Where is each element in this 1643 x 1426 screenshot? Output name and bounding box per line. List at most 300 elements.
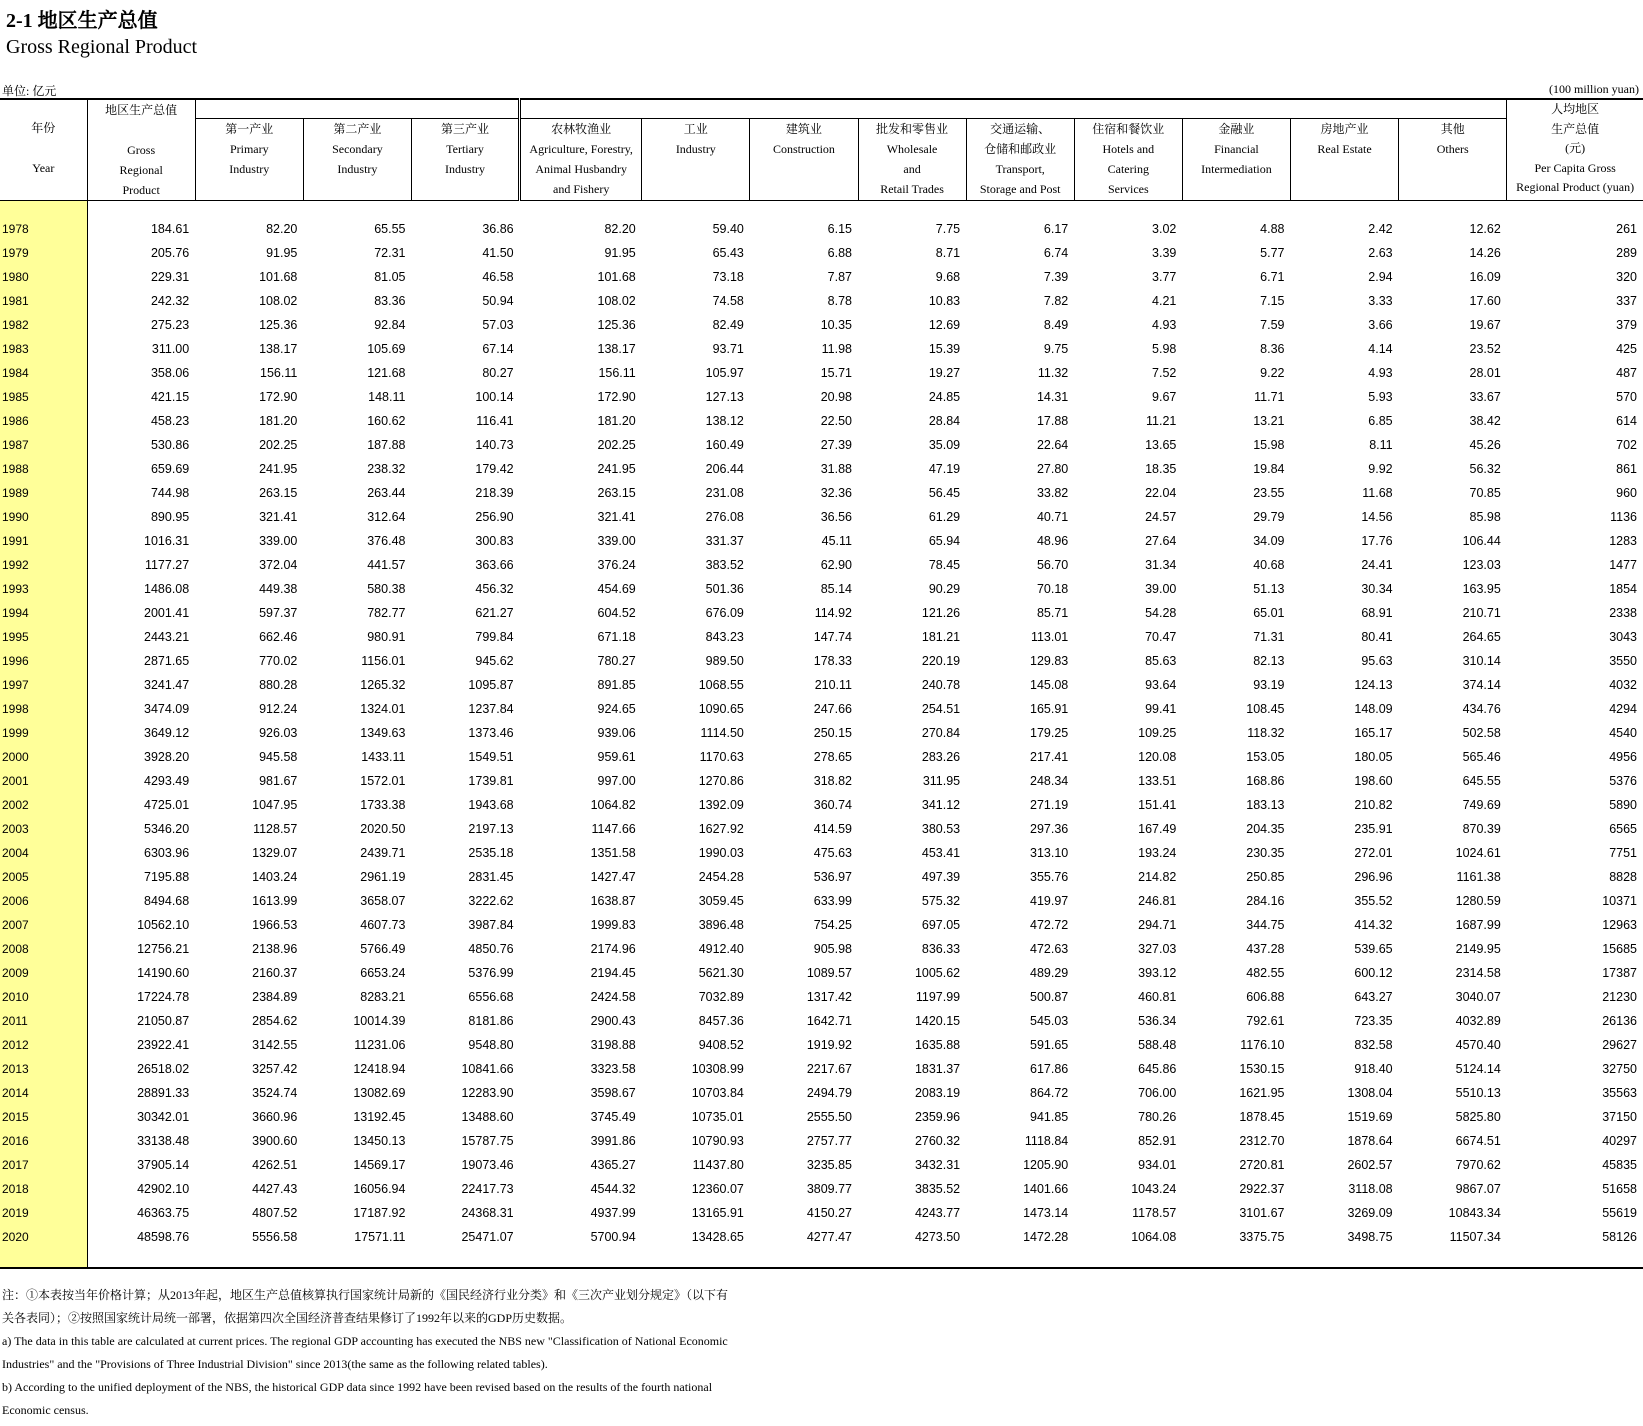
value-cell: 2443.21 — [144, 630, 190, 644]
value-cell: 360.74 — [813, 798, 852, 812]
year-cell: 2007 — [0, 913, 87, 937]
value-cell: 1016.31 — [144, 534, 190, 548]
year-cell: 2014 — [0, 1081, 87, 1105]
header-finance — [1182, 119, 1290, 201]
value-cell: 2922.37 — [1239, 1182, 1285, 1196]
table-row — [0, 649, 1643, 673]
value-cell: 294.71 — [1138, 918, 1177, 932]
value-cell: 4.93 — [1368, 366, 1393, 380]
value-cell: 3835.52 — [914, 1182, 961, 1196]
value-cell: 580.38 — [367, 582, 406, 596]
value-cell: 127.13 — [705, 390, 744, 404]
value-cell: 168.86 — [1246, 774, 1285, 788]
header-transport — [966, 119, 1074, 201]
value-cell: 242.32 — [150, 294, 190, 308]
value-cell: 8828 — [1609, 870, 1637, 884]
value-cell: 210.11 — [814, 678, 852, 692]
value-cell: 3323.58 — [590, 1062, 636, 1076]
value-cell: 341.12 — [921, 798, 961, 812]
value-cell: 9867.07 — [1455, 1182, 1501, 1196]
value-cell: 1237.84 — [468, 702, 514, 716]
value-cell: 331.37 — [705, 534, 744, 548]
value-cell: 4937.99 — [590, 1206, 636, 1220]
value-cell: 2854.62 — [252, 1014, 298, 1028]
value-cell: 591.65 — [1030, 1038, 1069, 1052]
note-line: Economic census. — [2, 1403, 89, 1417]
table-row — [0, 505, 1643, 529]
value-cell: 4912.40 — [698, 942, 744, 956]
year-cell: 1983 — [0, 337, 87, 361]
value-cell: 4850.76 — [468, 942, 514, 956]
value-cell: 3375.75 — [1239, 1230, 1285, 1244]
value-cell: 891.85 — [597, 678, 636, 692]
value-cell: 597.37 — [259, 606, 298, 620]
header-line: Industry — [675, 142, 716, 157]
value-cell: 250.85 — [1246, 870, 1285, 884]
table-row — [0, 793, 1643, 817]
value-cell: 2149.95 — [1455, 942, 1501, 956]
value-cell: 125.36 — [259, 318, 298, 332]
value-cell: 2.63 — [1368, 246, 1393, 260]
value-cell: 1176.10 — [1240, 1038, 1285, 1052]
value-cell: 643.27 — [1354, 990, 1393, 1004]
year-cell: 1978 — [0, 217, 87, 241]
value-cell: 8.49 — [1043, 318, 1069, 332]
note-line: b) According to the unified deployment of the NBS, the historical GDP data since 1992 have been revised based on the results of the fourth national — [2, 1380, 713, 1394]
value-cell: 12.62 — [1469, 222, 1501, 236]
value-cell: 51.13 — [1253, 582, 1285, 596]
value-cell: 697.05 — [921, 918, 961, 932]
value-cell: 2439.71 — [360, 846, 406, 860]
value-cell: 11507.34 — [1449, 1230, 1501, 1244]
value-cell: 4607.73 — [360, 918, 406, 932]
value-cell: 8.36 — [1260, 342, 1285, 356]
table-row — [0, 409, 1643, 433]
blank-cell — [1074, 1249, 1182, 1268]
value-cell: 32.36 — [820, 486, 852, 500]
value-cell: 10308.99 — [691, 1062, 744, 1076]
value-cell: 68.91 — [1361, 606, 1393, 620]
value-cell: 2384.89 — [252, 990, 298, 1004]
value-cell: 22.50 — [820, 414, 852, 428]
table-row — [0, 985, 1643, 1009]
value-cell: 1990.03 — [698, 846, 744, 860]
value-cell: 419.97 — [1030, 894, 1069, 908]
value-cell: 621.27 — [475, 606, 514, 620]
value-cell: 26136 — [1602, 1014, 1637, 1028]
value-cell: 1373.46 — [468, 726, 514, 740]
blank-cell — [411, 1249, 519, 1268]
value-cell: 1064.82 — [590, 798, 636, 812]
value-cell: 1349.63 — [360, 726, 406, 740]
table-row — [0, 1057, 1643, 1081]
header-line: 交通运输、 — [990, 122, 1051, 137]
value-cell: 172.90 — [597, 390, 636, 404]
header-line: 第一产业 — [225, 122, 274, 137]
value-cell: 10562.10 — [137, 918, 190, 932]
blank-cell — [966, 1249, 1074, 1268]
value-cell: 28891.33 — [137, 1086, 190, 1100]
value-cell: 310.14 — [1462, 654, 1501, 668]
value-cell: 264.65 — [1462, 630, 1501, 644]
value-cell: 2174.96 — [590, 942, 636, 956]
value-cell: 376.24 — [597, 558, 636, 572]
value-cell: 7032.89 — [698, 990, 744, 1004]
value-cell: 575.32 — [921, 894, 961, 908]
value-cell: 989.50 — [705, 654, 744, 668]
value-cell: 662.46 — [259, 630, 298, 644]
value-cell: 5.98 — [1152, 342, 1177, 356]
value-cell: 81.05 — [374, 270, 406, 284]
table-row — [0, 841, 1643, 865]
value-cell: 5.77 — [1260, 246, 1285, 260]
value-cell: 2338 — [1609, 606, 1637, 620]
value-cell: 187.88 — [367, 438, 406, 452]
blank-cell — [1399, 1249, 1507, 1268]
value-cell: 4.14 — [1368, 342, 1393, 356]
value-cell: 1549.51 — [468, 750, 514, 764]
value-cell: 3235.85 — [806, 1158, 852, 1172]
header-line: 第三产业 — [441, 122, 490, 137]
blank-cell — [642, 201, 750, 218]
value-cell: 1047.95 — [252, 798, 298, 812]
blank-cell — [858, 201, 966, 218]
value-cell: 235.91 — [1354, 822, 1393, 836]
value-cell: 101.68 — [259, 270, 298, 284]
value-cell: 12756.21 — [137, 942, 190, 956]
value-cell: 56.32 — [1469, 462, 1501, 476]
value-cell: 256.90 — [475, 510, 514, 524]
header-wholesale — [858, 119, 966, 201]
value-cell: 1621.95 — [1239, 1086, 1285, 1100]
value-cell: 539.65 — [1354, 942, 1393, 956]
value-cell: 870.39 — [1462, 822, 1501, 836]
value-cell: 905.98 — [813, 942, 852, 956]
value-cell: 40.71 — [1036, 510, 1069, 524]
value-cell: 254.51 — [921, 702, 961, 716]
value-cell: 261 — [1616, 222, 1637, 236]
value-cell: 311.00 — [151, 342, 190, 356]
value-cell: 645.55 — [1462, 774, 1501, 788]
value-cell: 1280.59 — [1455, 894, 1501, 908]
value-cell: 1128.57 — [253, 822, 298, 836]
value-cell: 83.36 — [374, 294, 406, 308]
value-cell: 24.57 — [1145, 510, 1177, 524]
value-cell: 91.95 — [604, 246, 636, 260]
value-cell: 72.31 — [374, 246, 406, 260]
value-cell: 48.96 — [1036, 534, 1069, 548]
header-line: Secondary — [332, 142, 383, 157]
value-cell: 10703.84 — [691, 1086, 744, 1100]
header-line: Tertiary — [446, 142, 484, 157]
value-cell: 29.79 — [1253, 510, 1285, 524]
value-cell: 4273.50 — [914, 1230, 961, 1244]
value-cell: 19.84 — [1253, 462, 1285, 476]
value-cell: 1178.57 — [1132, 1206, 1177, 1220]
value-cell: 5510.13 — [1455, 1086, 1501, 1100]
table-notes — [2, 1284, 728, 1422]
value-cell: 263.15 — [597, 486, 636, 500]
year-cell: 1990 — [0, 505, 87, 529]
value-cell: 62.90 — [820, 558, 852, 572]
value-cell: 6.74 — [1043, 246, 1069, 260]
value-cell: 311.95 — [922, 774, 961, 788]
value-cell: 3.33 — [1368, 294, 1393, 308]
value-cell: 7970.62 — [1455, 1158, 1501, 1172]
value-cell: 210.71 — [1462, 606, 1501, 620]
value-cell: 138.12 — [705, 414, 744, 428]
value-cell: 449.38 — [259, 582, 298, 596]
value-cell: 35.09 — [928, 438, 961, 452]
value-cell: 460.81 — [1138, 990, 1177, 1004]
value-cell: 1265.32 — [360, 678, 406, 692]
year-cell: 2017 — [0, 1153, 87, 1177]
value-cell: 204.35 — [1246, 822, 1285, 836]
header-line: 农林牧渔业 — [551, 122, 612, 137]
value-cell: 6303.96 — [144, 846, 190, 860]
value-cell: 247.66 — [813, 702, 852, 716]
value-cell: 14.26 — [1469, 246, 1501, 260]
value-cell: 13450.13 — [353, 1134, 406, 1148]
value-cell: 109.25 — [1138, 726, 1177, 740]
value-cell: 2.42 — [1368, 222, 1393, 236]
value-cell: 181.20 — [597, 414, 636, 428]
value-cell: 8457.36 — [698, 1014, 744, 1028]
value-cell: 151.41 — [1138, 798, 1177, 812]
value-cell: 129.83 — [1030, 654, 1069, 668]
value-cell: 3142.55 — [252, 1038, 298, 1052]
value-cell: 12.69 — [928, 318, 961, 332]
value-cell: 2197.13 — [468, 822, 514, 836]
value-cell: 383.52 — [705, 558, 744, 572]
header-construction — [750, 119, 858, 201]
value-cell: 24.41 — [1361, 558, 1393, 572]
value-cell: 11437.80 — [692, 1158, 744, 1172]
header-line: Animal Husbandry — [535, 162, 627, 177]
value-cell: 6565 — [1609, 822, 1637, 836]
header-line: 批发和零售业 — [876, 122, 949, 137]
value-cell: 14190.60 — [137, 966, 190, 980]
value-cell: 230.35 — [1246, 846, 1285, 860]
value-cell: 604.52 — [597, 606, 636, 620]
value-cell: 42902.10 — [137, 1182, 190, 1196]
value-cell: 337 — [1616, 294, 1637, 308]
value-cell: 85.63 — [1145, 654, 1177, 668]
value-cell: 30.34 — [1361, 582, 1393, 596]
value-cell: 59.40 — [712, 222, 744, 236]
value-cell: 659.69 — [150, 462, 190, 476]
value-cell: 2720.81 — [1239, 1158, 1285, 1172]
value-cell: 202.25 — [597, 438, 636, 452]
header-line: Per Capita Gross — [1534, 160, 1616, 175]
header-tertiary — [411, 119, 519, 201]
value-cell: 374.14 — [1462, 678, 1501, 692]
value-cell: 13.65 — [1145, 438, 1177, 452]
year-cell: 1996 — [0, 649, 87, 673]
year-cell: 2019 — [0, 1201, 87, 1225]
value-cell: 17187.92 — [353, 1206, 406, 1220]
value-cell: 2454.28 — [698, 870, 744, 884]
value-cell: 2900.43 — [590, 1014, 636, 1028]
value-cell: 482.55 — [1246, 966, 1285, 980]
value-cell: 108.45 — [1246, 702, 1285, 716]
value-cell: 4032.89 — [1455, 1014, 1501, 1028]
value-cell: 1486.08 — [144, 582, 190, 596]
value-cell: 56.45 — [928, 486, 961, 500]
value-cell: 37905.14 — [137, 1158, 190, 1172]
value-cell: 861 — [1616, 462, 1637, 476]
value-cell: 1283 — [1609, 534, 1637, 548]
value-cell: 456.32 — [475, 582, 514, 596]
value-cell: 3040.07 — [1455, 990, 1501, 1004]
value-cell: 8.11 — [1369, 438, 1393, 452]
value-cell: 50.94 — [482, 294, 514, 308]
value-cell: 2160.37 — [252, 966, 298, 980]
header-line: (元) — [1565, 141, 1586, 155]
value-cell: 7.87 — [827, 270, 852, 284]
value-cell: 4427.43 — [252, 1182, 298, 1196]
table-row — [0, 721, 1643, 745]
year-cell: 1992 — [0, 553, 87, 577]
header-line: Transport, — [995, 162, 1045, 177]
value-cell: 4540 — [1609, 726, 1637, 740]
value-cell: 165.91 — [1030, 702, 1069, 716]
header-line: Industry — [229, 162, 270, 177]
header-line — [89, 120, 194, 140]
value-cell: 11.71 — [1254, 390, 1285, 404]
blank-cell — [1182, 1249, 1290, 1268]
value-cell: 12360.07 — [691, 1182, 744, 1196]
value-cell: 780.26 — [1138, 1110, 1177, 1124]
value-cell: 2.94 — [1368, 270, 1393, 284]
value-cell: 13.21 — [1253, 414, 1285, 428]
value-cell: 202.25 — [259, 438, 298, 452]
value-cell: 7195.88 — [144, 870, 190, 884]
value-cell: 284.16 — [1246, 894, 1285, 908]
value-cell: 18.35 — [1145, 462, 1177, 476]
value-cell: 10014.39 — [353, 1014, 406, 1028]
unit-label-en: (100 million yuan) — [1549, 82, 1639, 96]
value-cell: 15787.75 — [461, 1134, 514, 1148]
value-cell: 924.65 — [597, 702, 636, 716]
value-cell: 65.94 — [928, 534, 961, 548]
value-cell: 926.03 — [259, 726, 298, 740]
value-cell: 843.23 — [705, 630, 744, 644]
header-group-sectors — [520, 99, 1507, 119]
value-cell: 241.95 — [597, 462, 636, 476]
header-hotels — [1074, 119, 1182, 201]
value-cell: 220.19 — [921, 654, 961, 668]
table-row — [0, 769, 1643, 793]
value-cell: 24368.31 — [461, 1206, 514, 1220]
table-row — [0, 673, 1643, 697]
blank-cell — [642, 1249, 750, 1268]
blank-cell — [1507, 1249, 1643, 1268]
value-cell: 3649.12 — [144, 726, 190, 740]
value-cell: 1024.61 — [1455, 846, 1501, 860]
value-cell: 454.69 — [597, 582, 636, 596]
value-cell: 832.58 — [1354, 1038, 1393, 1052]
value-cell: 4.21 — [1152, 294, 1177, 308]
year-cell: 2011 — [0, 1009, 87, 1033]
table-row — [0, 265, 1643, 289]
value-cell: 26518.02 — [137, 1062, 190, 1076]
value-cell: 82.49 — [712, 318, 744, 332]
year-cell: 1993 — [0, 577, 87, 601]
value-cell: 218.39 — [475, 486, 514, 500]
value-cell: 263.44 — [367, 486, 406, 500]
value-cell: 8283.21 — [360, 990, 406, 1004]
value-cell: 4.93 — [1152, 318, 1177, 332]
value-cell: 4544.32 — [590, 1182, 636, 1196]
value-cell: 12418.94 — [353, 1062, 406, 1076]
value-cell: 61.29 — [928, 510, 961, 524]
year-cell: 1987 — [0, 433, 87, 457]
value-cell: 1308.04 — [1347, 1086, 1393, 1100]
header-line: Regional Product (yuan) — [1516, 180, 1635, 194]
value-cell: 163.95 — [1462, 582, 1501, 596]
value-cell: 339.00 — [597, 534, 636, 548]
value-cell: 101.68 — [597, 270, 636, 284]
value-cell: 71.31 — [1253, 630, 1285, 644]
value-cell: 17.60 — [1469, 294, 1501, 308]
value-cell: 6653.24 — [360, 966, 406, 980]
value-cell: 27.80 — [1036, 462, 1069, 476]
value-cell: 82.20 — [604, 222, 636, 236]
year-cell: 1989 — [0, 481, 87, 505]
header-others — [1399, 119, 1507, 201]
value-cell: 980.91 — [367, 630, 406, 644]
table-row — [0, 1225, 1643, 1249]
value-cell: 321.41 — [597, 510, 636, 524]
value-cell: 8.78 — [827, 294, 852, 308]
note-line: Industries" and the "Provisions of Three Industrial Division" since 2013(the same as the following related tables). — [2, 1357, 548, 1371]
header-line: 生产总值 — [1551, 121, 1600, 136]
value-cell: 13428.65 — [691, 1230, 744, 1244]
value-cell: 1966.53 — [252, 918, 298, 932]
header-line: 年份 — [31, 121, 56, 135]
value-cell: 238.32 — [367, 462, 406, 476]
value-cell: 4150.27 — [806, 1206, 852, 1220]
value-cell: 3658.07 — [360, 894, 406, 908]
value-cell: 181.21 — [921, 630, 961, 644]
value-cell: 24.85 — [928, 390, 961, 404]
value-cell: 1733.38 — [360, 798, 406, 812]
value-cell: 437.28 — [1246, 942, 1285, 956]
value-cell: 1433.11 — [361, 750, 406, 764]
year-cell: 2003 — [0, 817, 87, 841]
value-cell: 489.29 — [1030, 966, 1069, 980]
value-cell: 1270.86 — [698, 774, 744, 788]
value-cell: 167.49 — [1138, 822, 1177, 836]
header-line: Product — [122, 183, 160, 197]
value-cell: 1043.24 — [1131, 1182, 1177, 1196]
value-cell: 13488.60 — [461, 1110, 514, 1124]
value-cell: 99.41 — [1145, 702, 1177, 716]
value-cell: 14569.17 — [353, 1158, 406, 1172]
value-cell: 11231.06 — [354, 1038, 406, 1052]
blank-cell — [303, 201, 411, 218]
value-cell: 23.55 — [1253, 486, 1285, 500]
value-cell: 16056.94 — [353, 1182, 406, 1196]
value-cell: 2961.19 — [360, 870, 406, 884]
value-cell: 363.66 — [475, 558, 514, 572]
value-cell: 17387 — [1602, 966, 1637, 980]
value-cell: 2312.70 — [1239, 1134, 1285, 1148]
value-cell: 17224.78 — [137, 990, 190, 1004]
value-cell: 12283.90 — [461, 1086, 514, 1100]
value-cell: 1114.50 — [700, 726, 744, 740]
